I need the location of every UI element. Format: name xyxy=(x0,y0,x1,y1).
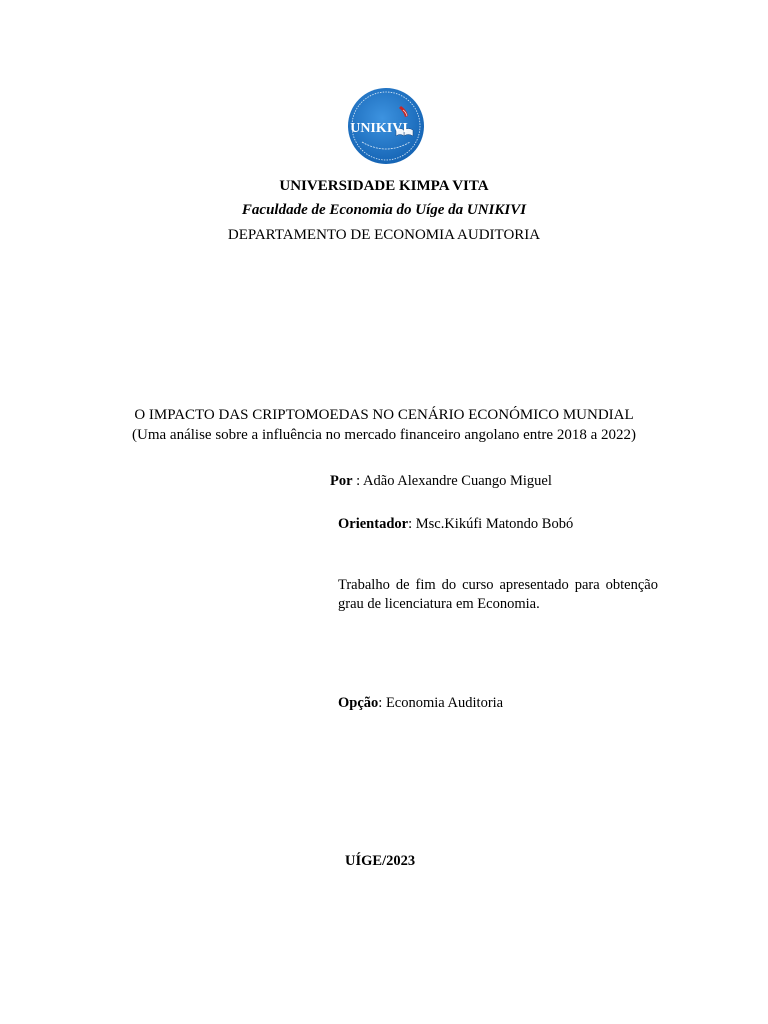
option-line xyxy=(338,694,503,713)
option-separator: : xyxy=(378,695,386,711)
thesis-subtitle: (Uma análise sobre a influência no mercado financeiro angolano entre 2018 a 2022) xyxy=(132,427,636,443)
university-logo xyxy=(346,86,426,166)
author-label: Por xyxy=(330,473,353,489)
advisor-separator: : xyxy=(408,516,416,532)
thesis-title: O IMPACTO DAS CRIPTOMOEDAS NO CENÁRIO ECONÓMICO MUNDIAL xyxy=(134,407,634,423)
advisor-label: Orientador xyxy=(338,516,409,532)
author-line xyxy=(330,472,552,491)
university-name: UNIVERSIDADE KIMPA VITA xyxy=(279,178,489,194)
advisor-name: Msc.Kikúfi Matondo Bobó xyxy=(415,516,574,532)
advisor-line xyxy=(338,515,573,534)
place-date: UÍGE/2023 xyxy=(345,853,416,869)
option-value: Economia Auditoria xyxy=(385,695,504,711)
logo-wordmark: UNIKIVI xyxy=(350,121,408,136)
university-seal-icon xyxy=(346,86,426,166)
author-separator: : xyxy=(352,473,364,489)
faculty-name: Faculdade de Economia do Uíge da UNIKIVI xyxy=(241,202,527,218)
purpose-statement: Trabalho de fim do curso apresentado para obtenção grau de licenciatura em Economia. xyxy=(338,577,658,612)
author-name: Adão Alexandre Cuango Miguel xyxy=(363,473,552,489)
department-name: DEPARTAMENTO DE ECONOMIA AUDITORIA xyxy=(227,227,541,243)
option-label: Opção xyxy=(338,695,379,711)
